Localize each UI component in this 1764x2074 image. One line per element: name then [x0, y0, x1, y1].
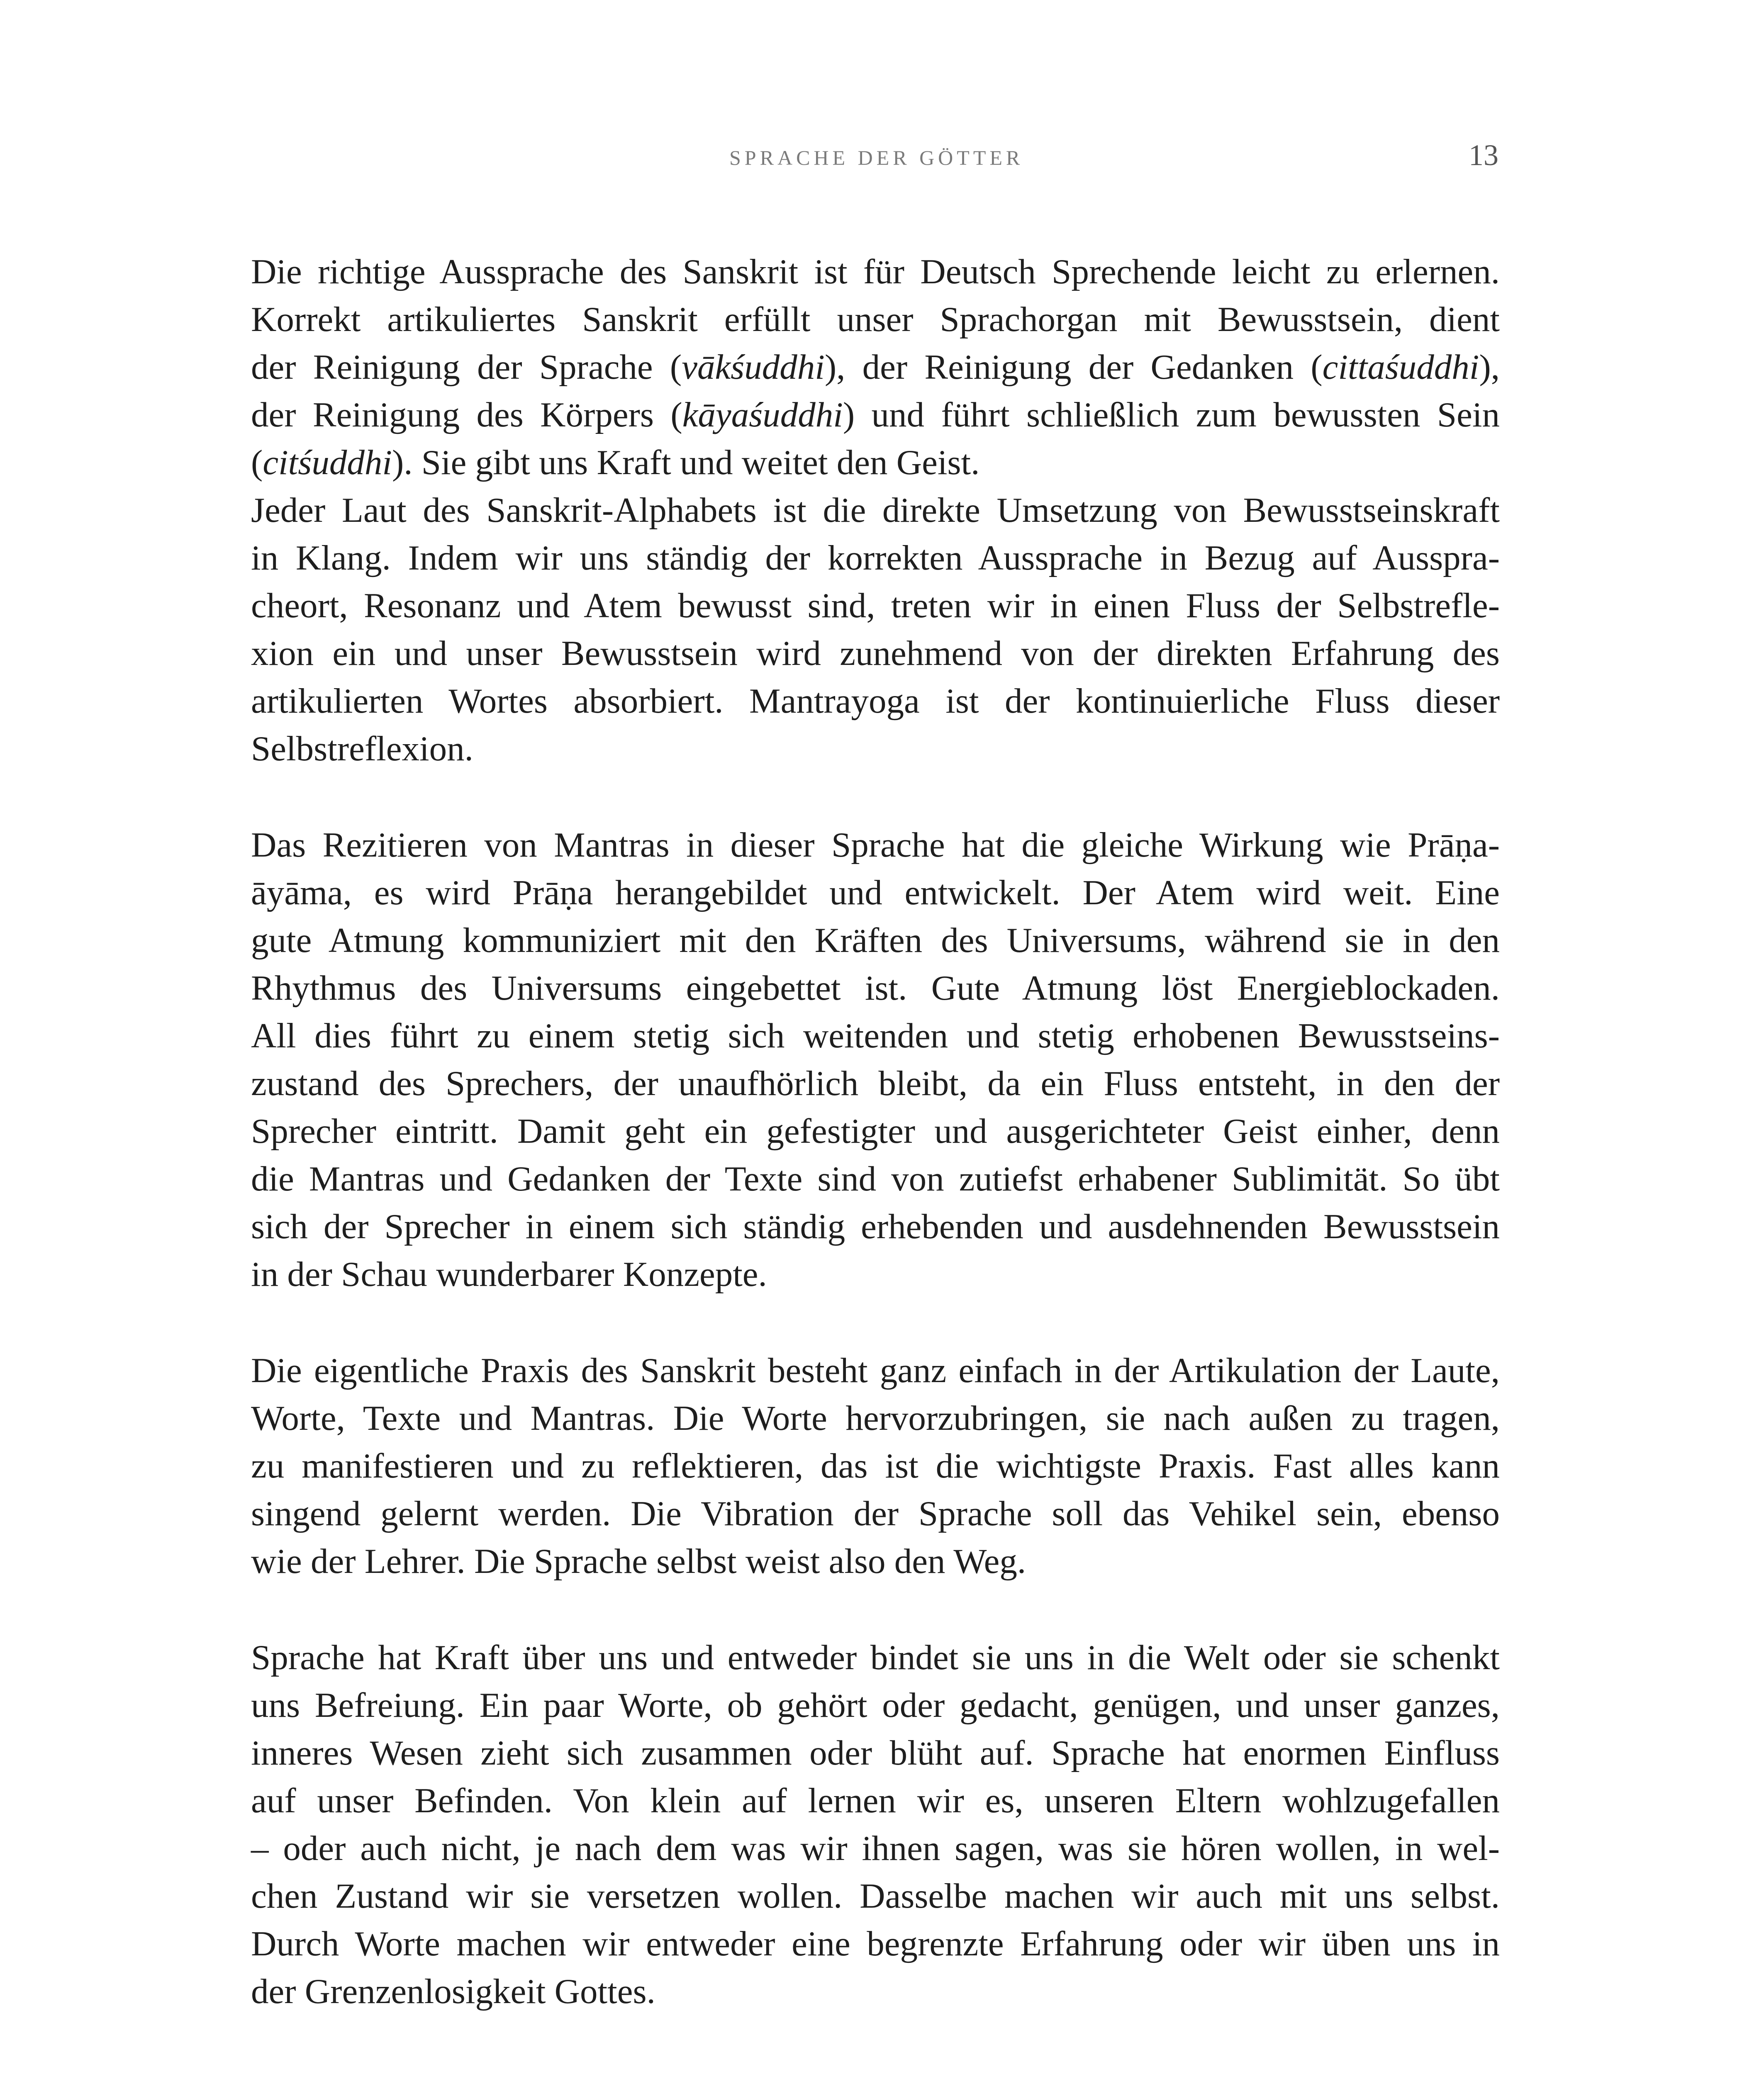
text-line: die Mantras und Gedanken der Texte sind von zutiefst erhabener Sublimität. So übt: [251, 1159, 1500, 1198]
paragraph-spacer: [251, 1298, 1500, 1347]
text-line: Rhythmus des Universums eingebettet ist. Gute Atmung löst Energieblockaden.: [251, 969, 1500, 1008]
text-line: sich der Sprecher in einem sich ständig erhebenden und ausdehnenden Bewusstsein: [251, 1207, 1500, 1246]
text-line: in der Schau wunderbarer Konzepte.: [251, 1255, 767, 1294]
running-head-title: SPRACHE DER GÖTTER: [729, 146, 1024, 169]
text-line: Sprache hat Kraft über uns und entweder bindet sie uns in die Welt oder sie schenkt: [251, 1638, 1500, 1677]
text-line: Jeder Laut des Sanskrit-Alphabets ist die direkte Umsetzung von Bewusstseinskraft: [251, 491, 1500, 530]
text-line: xion ein und unser Bewusstsein wird zunehmend von der direkten Erfahrung des: [251, 634, 1500, 673]
text-line: gute Atmung kommuniziert mit den Kräften des Universums, während sie in den: [251, 921, 1500, 960]
text-line: wie der Lehrer. Die Sprache selbst weist also den Weg.: [251, 1542, 1026, 1581]
text-line: Die richtige Aussprache des Sanskrit ist für Deutsch Sprechende leicht zu erlernen.: [251, 252, 1500, 291]
text-line: zu manifestieren und zu reflektieren, das ist die wichtigste Praxis. Fast alles kann: [251, 1446, 1500, 1485]
text-line: Selbstreflexion.: [251, 729, 473, 768]
text-line: All dies führt zu einem stetig sich weitenden und stetig erhobenen Bewusstseins-: [251, 1016, 1500, 1055]
text-line: cheort, Resonanz und Atem bewusst sind, treten wir in einen Fluss der Selbstrefle-: [251, 586, 1500, 625]
sanskrit-term: citśuddhi: [263, 443, 392, 482]
sanskrit-term: cittaśuddhi: [1322, 348, 1479, 387]
sanskrit-term: kāyaśuddhi: [682, 395, 843, 434]
text-line: Durch Worte machen wir entweder eine begrenzte Erfahrung oder wir üben uns in: [251, 1924, 1500, 1963]
paragraph: [251, 1634, 1500, 2016]
text-line: der Grenzenlosigkeit Gottes.: [251, 1972, 655, 2011]
text-line: inneres Wesen zieht sich zusammen oder blüht auf. Sprache hat enormen Einfluss: [251, 1733, 1500, 1772]
running-head: [0, 141, 1764, 174]
body-text: [251, 248, 1500, 2016]
text-line: in Klang. Indem wir uns ständig der korrekten Aussprache in Bezug auf Ausspra-: [251, 538, 1500, 577]
text-line: Worte, Texte und Mantras. Die Worte hervorzubringen, sie nach außen zu tragen,: [251, 1399, 1500, 1438]
paragraph: [251, 1347, 1500, 1585]
text-line: Die eigentliche Praxis des Sanskrit besteht ganz einfach in der Artikulation der Laute,: [251, 1351, 1500, 1390]
text-line: (citśuddhi). Sie gibt uns Kraft und weitet den Geist.: [251, 443, 980, 482]
text-line: der Reinigung des Körpers (kāyaśuddhi) und führt schließlich zum bewussten Sein: [251, 395, 1500, 434]
paragraph: [251, 248, 1500, 487]
text-line: der Reinigung der Sprache (vākśuddhi), der Reinigung der Gedanken (cittaśuddhi),: [251, 348, 1500, 387]
text-line: Sprecher eintritt. Damit geht ein gefestigter und ausgerichteter Geist einher, denn: [251, 1112, 1500, 1151]
paragraph-spacer: [251, 1585, 1500, 1634]
text-line: auf unser Befinden. Von klein auf lernen wir es, unseren Eltern wohlzugefallen: [251, 1781, 1500, 1820]
text-line: singend gelernt werden. Die Vibration der Sprache soll das Vehikel sein, ebenso: [251, 1494, 1500, 1533]
text-line: Korrekt artikuliertes Sanskrit erfüllt unser Sprachorgan mit Bewusstsein, dient: [251, 300, 1500, 339]
text-line: zustand des Sprechers, der unaufhörlich bleibt, da ein Fluss entsteht, in den der: [251, 1064, 1500, 1103]
page-number: 13: [1469, 139, 1498, 172]
sanskrit-term: vākśuddhi: [682, 348, 825, 387]
text-line: āyāma, es wird Prāṇa herangebildet und entwickelt. Der Atem wird weit. Eine: [251, 873, 1500, 912]
text-line: uns Befreiung. Ein paar Worte, ob gehört oder gedacht, genügen, und unser ganzes,: [251, 1686, 1500, 1725]
paragraph: [251, 821, 1500, 1298]
paragraph-spacer: [251, 773, 1500, 821]
text-line: chen Zustand wir sie versetzen wollen. Dasselbe machen wir auch mit uns selbst.: [251, 1877, 1500, 1916]
text-line: – oder auch nicht, je nach dem was wir ihnen sagen, was sie hören wollen, in wel-: [251, 1829, 1500, 1868]
text-line: Das Rezitieren von Mantras in dieser Sprache hat die gleiche Wirkung wie Prāṇa-: [251, 825, 1500, 864]
paragraph: [251, 487, 1500, 773]
text-line: artikulierten Wortes absorbiert. Mantrayoga ist der kontinuierliche Fluss dieser: [251, 682, 1500, 721]
